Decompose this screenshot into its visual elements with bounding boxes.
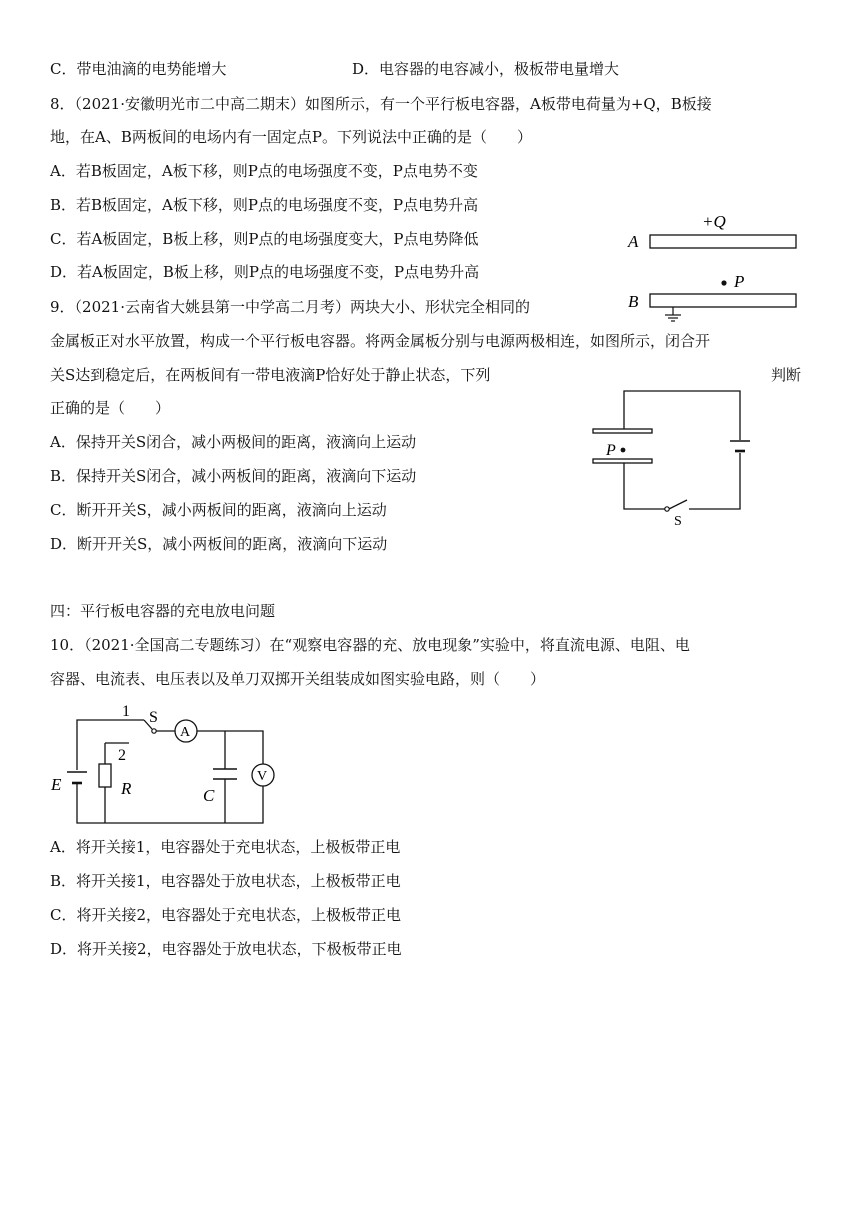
q10-label-v: V	[257, 769, 268, 784]
q10-label-r: R	[121, 779, 132, 798]
q8-stem-line1: 8．（2021·安徽明光市二中高二期末）如图所示，有一个平行板电容器，A板带电荷量为+Q，B板接	[50, 95, 712, 113]
q8-option-c: C．若A板固定，B板上移，则P点的电场强度变大，P点电势降低	[50, 230, 479, 248]
q9-wire-right	[689, 453, 740, 509]
q9-label-s: S	[674, 514, 682, 529]
capacitor-icon	[213, 769, 237, 779]
option-c-prev: C．带电油滴的电势能增大	[50, 60, 227, 78]
q9-stem-line4: 正确的是（ ）	[50, 399, 171, 417]
q8-option-d: D．若A板固定，B板上移，则P点的电场强度不变，P点电势升高	[50, 263, 480, 281]
q10-option-c: C．将开关接2，电容器处于充电状态，上极板带正电	[50, 906, 402, 924]
q9-stem-line1: 9．（2021·云南省大姚县第一中学高二月考）两块大小、形状完全相同的	[50, 298, 530, 316]
q9-label-p: P	[606, 442, 616, 459]
q8-plate-b	[650, 294, 796, 307]
q8-label-b: B	[628, 292, 639, 311]
q9-plate-bottom	[593, 459, 652, 463]
q9-stem-line2: 金属板正对水平放置，构成一个平行板电容器。将两金属板分别与电源两极相连，如图所示，闭合开	[50, 332, 711, 350]
battery-icon	[730, 441, 750, 451]
q10-option-a: A．将开关接1，电容器处于充电状态，上极板带正电	[50, 838, 401, 856]
q9-option-b: B．保持开关S闭合，减小两板间的距离，液滴向下运动	[50, 467, 417, 485]
q10-label-c: C	[203, 786, 215, 805]
q9-stem-line3b: 判断	[771, 366, 802, 384]
q9-switch-arm	[669, 500, 687, 509]
q8-plate-a	[650, 235, 796, 248]
q9-droplet-p	[621, 448, 626, 453]
q9-plate-top	[593, 429, 652, 433]
q10-option-d: D．将开关接2，电容器处于放电状态，下极板带正电	[50, 940, 402, 958]
q8-option-b: B．若B板固定，A板下移，则P点的电场强度不变，P点电势升高	[50, 196, 479, 214]
q8-option-a: A．若B板固定，A板下移，则P点的电场强度不变，P点电势不变	[50, 162, 478, 180]
ground-icon	[665, 307, 681, 321]
q10-stem-line1: 10．（2021·全国高二专题练习）在“观察电容器的充、放电现象”实验中，将直流电源、电阻、电	[50, 636, 690, 654]
q10-option-b: B．将开关接1，电容器处于放电状态，上极板带正电	[50, 872, 401, 890]
q9-stem-line3a: 关S达到稳定后，在两板间有一带电液滴P恰好处于静止状态，下列	[50, 366, 491, 384]
q9-option-c: C．断开开关S，减小两板间的距离，液滴向上运动	[50, 501, 387, 519]
q8-capacitor-figure	[620, 205, 810, 330]
q8-label-p: P	[734, 272, 745, 291]
q10-wire-top-left	[77, 720, 144, 770]
q9-circuit-figure	[585, 385, 750, 530]
q10-label-1: 1	[122, 703, 130, 720]
q8-point-p	[721, 280, 726, 285]
q9-option-a: A．保持开关S闭合，减小两极间的距离，液滴向上运动	[50, 433, 417, 451]
q10-label-e: E	[51, 775, 62, 794]
q10-switch-pivot	[152, 729, 156, 733]
q9-wire-bottom	[624, 470, 665, 509]
resistor-icon	[99, 764, 111, 787]
q10-label-2: 2	[118, 747, 126, 764]
q10-stem-line2: 容器、电流表、电压表以及单刀双掷开关组装成如图实验电路，则（ ）	[50, 670, 546, 688]
q9-option-d: D．断开开关S，减小两板间的距离，液滴向下运动	[50, 535, 388, 553]
q10-circuit-figure	[48, 695, 283, 830]
section-4-title: 四：平行板电容器的充电放电问题	[50, 602, 276, 620]
q8-label-a: A	[628, 232, 639, 251]
q9-switch-contact	[665, 507, 669, 511]
battery-icon	[67, 772, 87, 790]
option-d-prev: D．电容器的电容减小，极板带电量增大	[352, 60, 620, 78]
q10-label-a: A	[180, 725, 191, 740]
q10-wire-right-top	[235, 731, 263, 765]
q8-label-plus-q: +Q	[702, 212, 726, 231]
q10-label-s: S	[149, 709, 158, 726]
q8-stem-line2: 地，在A、B两板间的电场内有一固定点P。下列说法中正确的是（ ）	[50, 128, 532, 146]
